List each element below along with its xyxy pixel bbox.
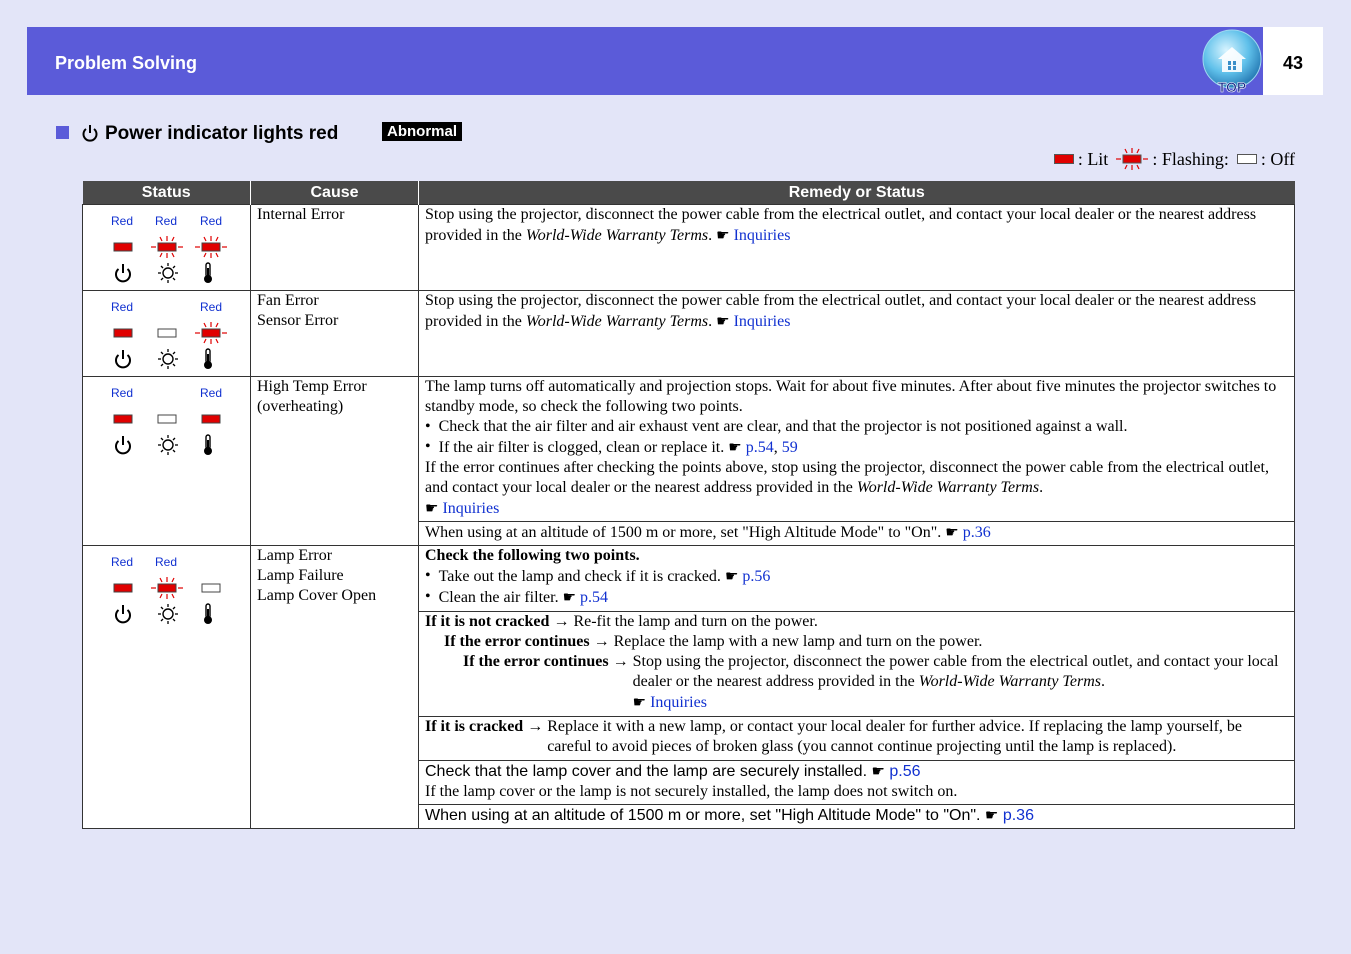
page-number-box (1263, 27, 1323, 95)
power-icon (113, 348, 133, 376)
cause-text: (overheating) (257, 398, 344, 415)
pointing-hand-icon: ☛ (716, 312, 730, 330)
cause-text: Sensor Error (257, 312, 339, 329)
led-flashing-icon (195, 322, 227, 350)
remedy-cell: Stop using the projector, disconnect the power cable from the electrical outlet, and contact your local dealer or the nearest address provided in the World-Wide Warranty Terms. ☛ Inquiries (419, 205, 1295, 291)
table-row (83, 291, 1295, 377)
page-link[interactable]: p.54 (580, 589, 609, 606)
led-off-icon (195, 577, 227, 605)
status-indicator (83, 546, 250, 624)
page-link[interactable]: p.54 (745, 439, 774, 456)
status-indicator (83, 205, 250, 283)
altitude-note: When using at an altitude of 1500 m or more, set "High Altitude Mode" to "On". ☛ p.36 (419, 804, 1294, 828)
status-label: Red (155, 555, 178, 569)
legend-off: : Off (1260, 148, 1295, 169)
pointing-hand-icon: ☛ (425, 499, 439, 517)
status-indicator (83, 291, 250, 369)
cracked-block: If it is cracked → Replace it with a new lamp, or contact your local dealer for further advice. If replacing the lamp yourself, be careful to avoid pieces of broken glass (you cannot continue projecting until the lamp is replaced). (419, 716, 1294, 760)
off-swatch-icon (1237, 154, 1257, 164)
bullet-item: • Clean the air filter. ☛ p.54 (425, 588, 609, 606)
cause-text: Lamp Error (257, 547, 333, 564)
status-cell (83, 205, 251, 291)
lit-swatch-icon (1054, 154, 1074, 164)
table-row (83, 546, 1295, 829)
cause-cell (251, 546, 419, 829)
chapter-title: Problem Solving (55, 53, 198, 73)
lamp-icon (157, 434, 179, 462)
check-title: Check the following two points. (425, 547, 640, 564)
cause-text: Internal Error (257, 206, 345, 223)
status-indicator (83, 377, 250, 455)
status-label: Red (200, 300, 223, 314)
temp-icon (201, 348, 215, 376)
temp-icon (201, 434, 215, 462)
col-header-status: Status (83, 181, 251, 205)
remedy-text: If the error continues after checking the points above, stop using the projector, disconnect the power cable from the electrical outlet, and contact your local dealer or the nearest address provided in the World-Wide Warranty Terms. (425, 459, 1269, 496)
flashing-swatch-icon (1116, 148, 1148, 170)
pointing-hand-icon: ☛ (716, 226, 730, 244)
col-header-remedy: Remedy or Status (419, 181, 1295, 205)
pointing-hand-icon: ☛ (871, 762, 885, 780)
inquiries-link[interactable]: Inquiries (733, 227, 791, 244)
pointing-hand-icon: ☛ (562, 588, 577, 606)
abnormal-badge: Abnormal (382, 122, 462, 141)
legend-lit: : Lit (1077, 148, 1109, 169)
section-title: Power indicator lights red (105, 123, 339, 144)
led-off-icon (151, 408, 183, 436)
led-flashing-icon (151, 236, 183, 264)
status-cell (83, 546, 251, 829)
led-lit-icon (195, 408, 227, 436)
led-lit-icon (107, 322, 139, 350)
status-label: Red (200, 214, 223, 228)
lamp-icon (157, 348, 179, 376)
cause-text: Fan Error (257, 292, 319, 309)
inquiries-link[interactable]: Inquiries (442, 500, 500, 517)
led-flashing-icon (151, 577, 183, 605)
remedy-cell (419, 377, 1295, 546)
inquiries-link[interactable]: Inquiries (733, 313, 791, 330)
led-lit-icon (107, 577, 139, 605)
remedy-cell: Stop using the projector, disconnect the power cable from the electrical outlet, and contact your local dealer or the nearest address provided in the World-Wide Warranty Terms. ☛ Inquiries (419, 291, 1295, 377)
led-lit-icon (107, 408, 139, 436)
cause-text: Lamp Failure (257, 567, 344, 584)
indicator-table (82, 181, 1295, 829)
not-cracked-block: If it is not cracked → Re-fit the lamp and turn on the power. If the error continues → Replace the lamp with a new lamp and turn on the power. If the error continues → Stop using the projector, disconnect the power cable from the electrical outlet, and contact your local dealer or the nearest address provided in the World-Wide Warranty Terms. ☛ Inquiries (419, 611, 1294, 716)
led-flashing-icon (195, 236, 227, 264)
bullet-item: • Check that the air filter and air exhaust vent are clear, and that the projector is not positioned against a wall. (425, 418, 1128, 435)
page-link[interactable]: p.36 (962, 524, 991, 541)
remedy-text: Stop using the projector, disconnect the power cable from the electrical outlet, and contact your local dealer or the nearest address provided in the (425, 292, 1257, 330)
temp-icon (201, 262, 215, 290)
pointing-hand-icon: ☛ (945, 523, 959, 541)
page-link[interactable]: p.56 (889, 763, 921, 780)
table-header-row (83, 181, 1295, 205)
bullet-item: • If the air filter is clogged, clean or replace it. ☛ p.54, 59 (425, 438, 798, 456)
altitude-note: When using at an altitude of 1500 m or more, set "High Altitude Mode" to "On". ☛ p.36 (419, 521, 1294, 545)
col-header-cause: Cause (251, 181, 419, 205)
power-icon (81, 123, 99, 143)
status-label: Red (200, 386, 223, 400)
page-header (27, 27, 1263, 95)
lamp-cover-note: Check that the lamp cover and the lamp are securely installed. ☛ p.56 If the lamp cover or the lamp is not securely installed, the lamp does not switch on. (419, 760, 1294, 804)
temp-icon (201, 603, 215, 631)
inquiries-link[interactable]: Inquiries (650, 694, 707, 711)
bullet-item: • Take out the lamp and check if it is cracked. ☛ p.56 (425, 567, 771, 585)
remedy-text: Stop using the projector, disconnect the power cable from the electrical outlet, and contact your local dealer or the nearest address provided in the (425, 206, 1257, 244)
power-icon (113, 603, 133, 631)
cause-text: High Temp Error (257, 378, 367, 395)
lamp-icon (157, 603, 179, 631)
cause-text: Lamp Cover Open (257, 587, 377, 604)
cause-cell (251, 377, 419, 546)
warranty-terms: World-Wide Warranty Terms (525, 227, 709, 244)
led-off-icon (151, 322, 183, 350)
status-cell (83, 291, 251, 377)
remedy-text: The lamp turns off automatically and projection stops. Wait for about five minutes. After about five minutes the projector switches to standby mode, so check the following two points. (425, 378, 1277, 415)
status-label: Red (155, 214, 178, 228)
pointing-hand-icon: ☛ (724, 567, 739, 585)
legend-flashing: : Flashing: (1152, 148, 1229, 169)
pointing-hand-icon: ☛ (984, 806, 999, 824)
top-home-icon[interactable] (1201, 28, 1263, 94)
indicator-legend (1054, 148, 1295, 170)
svg-text:TOP: TOP (1217, 79, 1247, 94)
cause-cell (251, 205, 419, 291)
status-label: Red (111, 214, 134, 228)
status-cell (83, 377, 251, 546)
page-link[interactable]: p.36 (1002, 807, 1034, 824)
table-row (83, 377, 1295, 546)
table-row (83, 205, 1295, 291)
status-label: Red (111, 555, 134, 569)
led-lit-icon (107, 236, 139, 264)
bullet-square-icon (56, 126, 69, 139)
pointing-hand-icon: ☛ (728, 438, 742, 456)
remedy-cell (419, 546, 1295, 829)
power-icon (113, 262, 133, 290)
page-number: 43 (1282, 53, 1304, 73)
status-label: Red (111, 300, 134, 314)
lamp-icon (157, 262, 179, 290)
page-link[interactable]: p.56 (742, 568, 771, 585)
power-icon (113, 434, 133, 462)
warranty-terms: World-Wide Warranty Terms (525, 313, 709, 330)
cause-cell (251, 291, 419, 377)
page-link[interactable]: 59 (781, 439, 798, 456)
pointing-hand-icon: ☛ (632, 693, 647, 711)
status-label: Red (111, 386, 134, 400)
